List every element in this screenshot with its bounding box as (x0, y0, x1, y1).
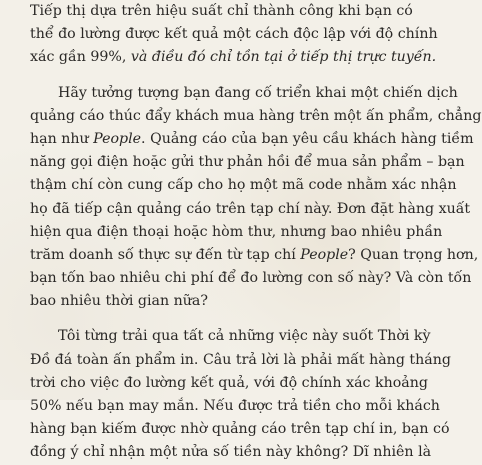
text-run: xác gần 99%, (30, 49, 131, 66)
text-run: hàng bạn kiếm được nhờ quảng cáo trên tạp chí in, bạn có (30, 421, 450, 438)
text-run: thậm chí còn cung cấp cho họ một mã code nhằm xác nhận (30, 177, 457, 194)
text-line (30, 441, 432, 464)
text-line (30, 349, 451, 372)
text-run: trời cho việc đo lường kết quả, với độ chính xác khoảng (30, 374, 428, 391)
text-line (30, 0, 413, 23)
text-run: Hãy tưởng tượng bạn đang cố triển khai một chiến dịch (58, 84, 458, 101)
paragraph (30, 325, 451, 464)
paragraph-gap (30, 70, 376, 82)
text-line (30, 325, 431, 348)
text-line (30, 198, 471, 221)
text-run: Tiếp thị dựa trên hiệu suất chỉ thành công khi bạn có (30, 3, 413, 19)
text-line (30, 267, 472, 290)
paragraph (30, 82, 482, 314)
text-run: đồng ý chỉ nhận một nửa số tiền này không? Dĩ nhiên là (30, 444, 432, 461)
text-line (30, 46, 437, 69)
paragraph (30, 0, 438, 70)
body-text (30, 0, 482, 465)
text-line (30, 244, 479, 267)
text-run: trăm doanh số thực sự đến từ tạp chí (30, 246, 301, 263)
text-run: 50% nếu bạn may mắn. Nếu được trả tiền cho mỗi khách (30, 398, 440, 414)
text-line (30, 82, 458, 105)
text-line (30, 395, 440, 418)
text-line (30, 23, 438, 46)
text-run: năng gọi điện hoặc gửi thư phản hồi để mua sản phẩm – bạn (30, 154, 465, 171)
text-run: thể đo lường được kết quả một cách độc lập với độ chính (30, 26, 438, 43)
text-line (30, 290, 376, 313)
paragraph-gap (30, 313, 376, 325)
text-run: bao nhiêu thời gian nữa? (30, 293, 208, 310)
italic-text: và điều đó chỉ tồn tại ở tiếp thị trực tuyến. (130, 49, 437, 66)
text-run: họ đã tiếp cận quảng cáo trên tạp chí này. Đơn đặt hàng xuất (30, 200, 471, 217)
text-run: bạn tốn bao nhiêu chi phí để đo lường con số này? Và còn tốn (30, 270, 472, 287)
text-run: . Quảng cáo của bạn yêu cầu khách hàng tiềm (141, 130, 474, 147)
text-line (30, 221, 443, 244)
text-line (30, 105, 482, 128)
text-run: quảng cáo thúc đẩy khách mua hàng trên một ấn phẩm, chẳng (30, 107, 482, 124)
italic-text: People (93, 130, 142, 147)
text-line (30, 174, 457, 197)
text-run: Đồ đá toàn ấn phẩm in. Câu trả lời là phải mất hàng tháng (30, 351, 451, 368)
text-run: hiện qua điện thoại hoặc hòm thư, nhưng bao nhiêu phần (30, 223, 443, 240)
text-line (30, 128, 474, 151)
text-run: ? Quan trọng hơn, (348, 246, 479, 263)
italic-text: People (300, 246, 349, 263)
text-line (30, 151, 465, 174)
text-run: Tôi từng trải qua tất cả những việc này suốt Thời kỳ (58, 328, 431, 345)
text-line (30, 418, 450, 441)
text-line (30, 372, 428, 395)
text-run: hạn như (30, 130, 94, 147)
